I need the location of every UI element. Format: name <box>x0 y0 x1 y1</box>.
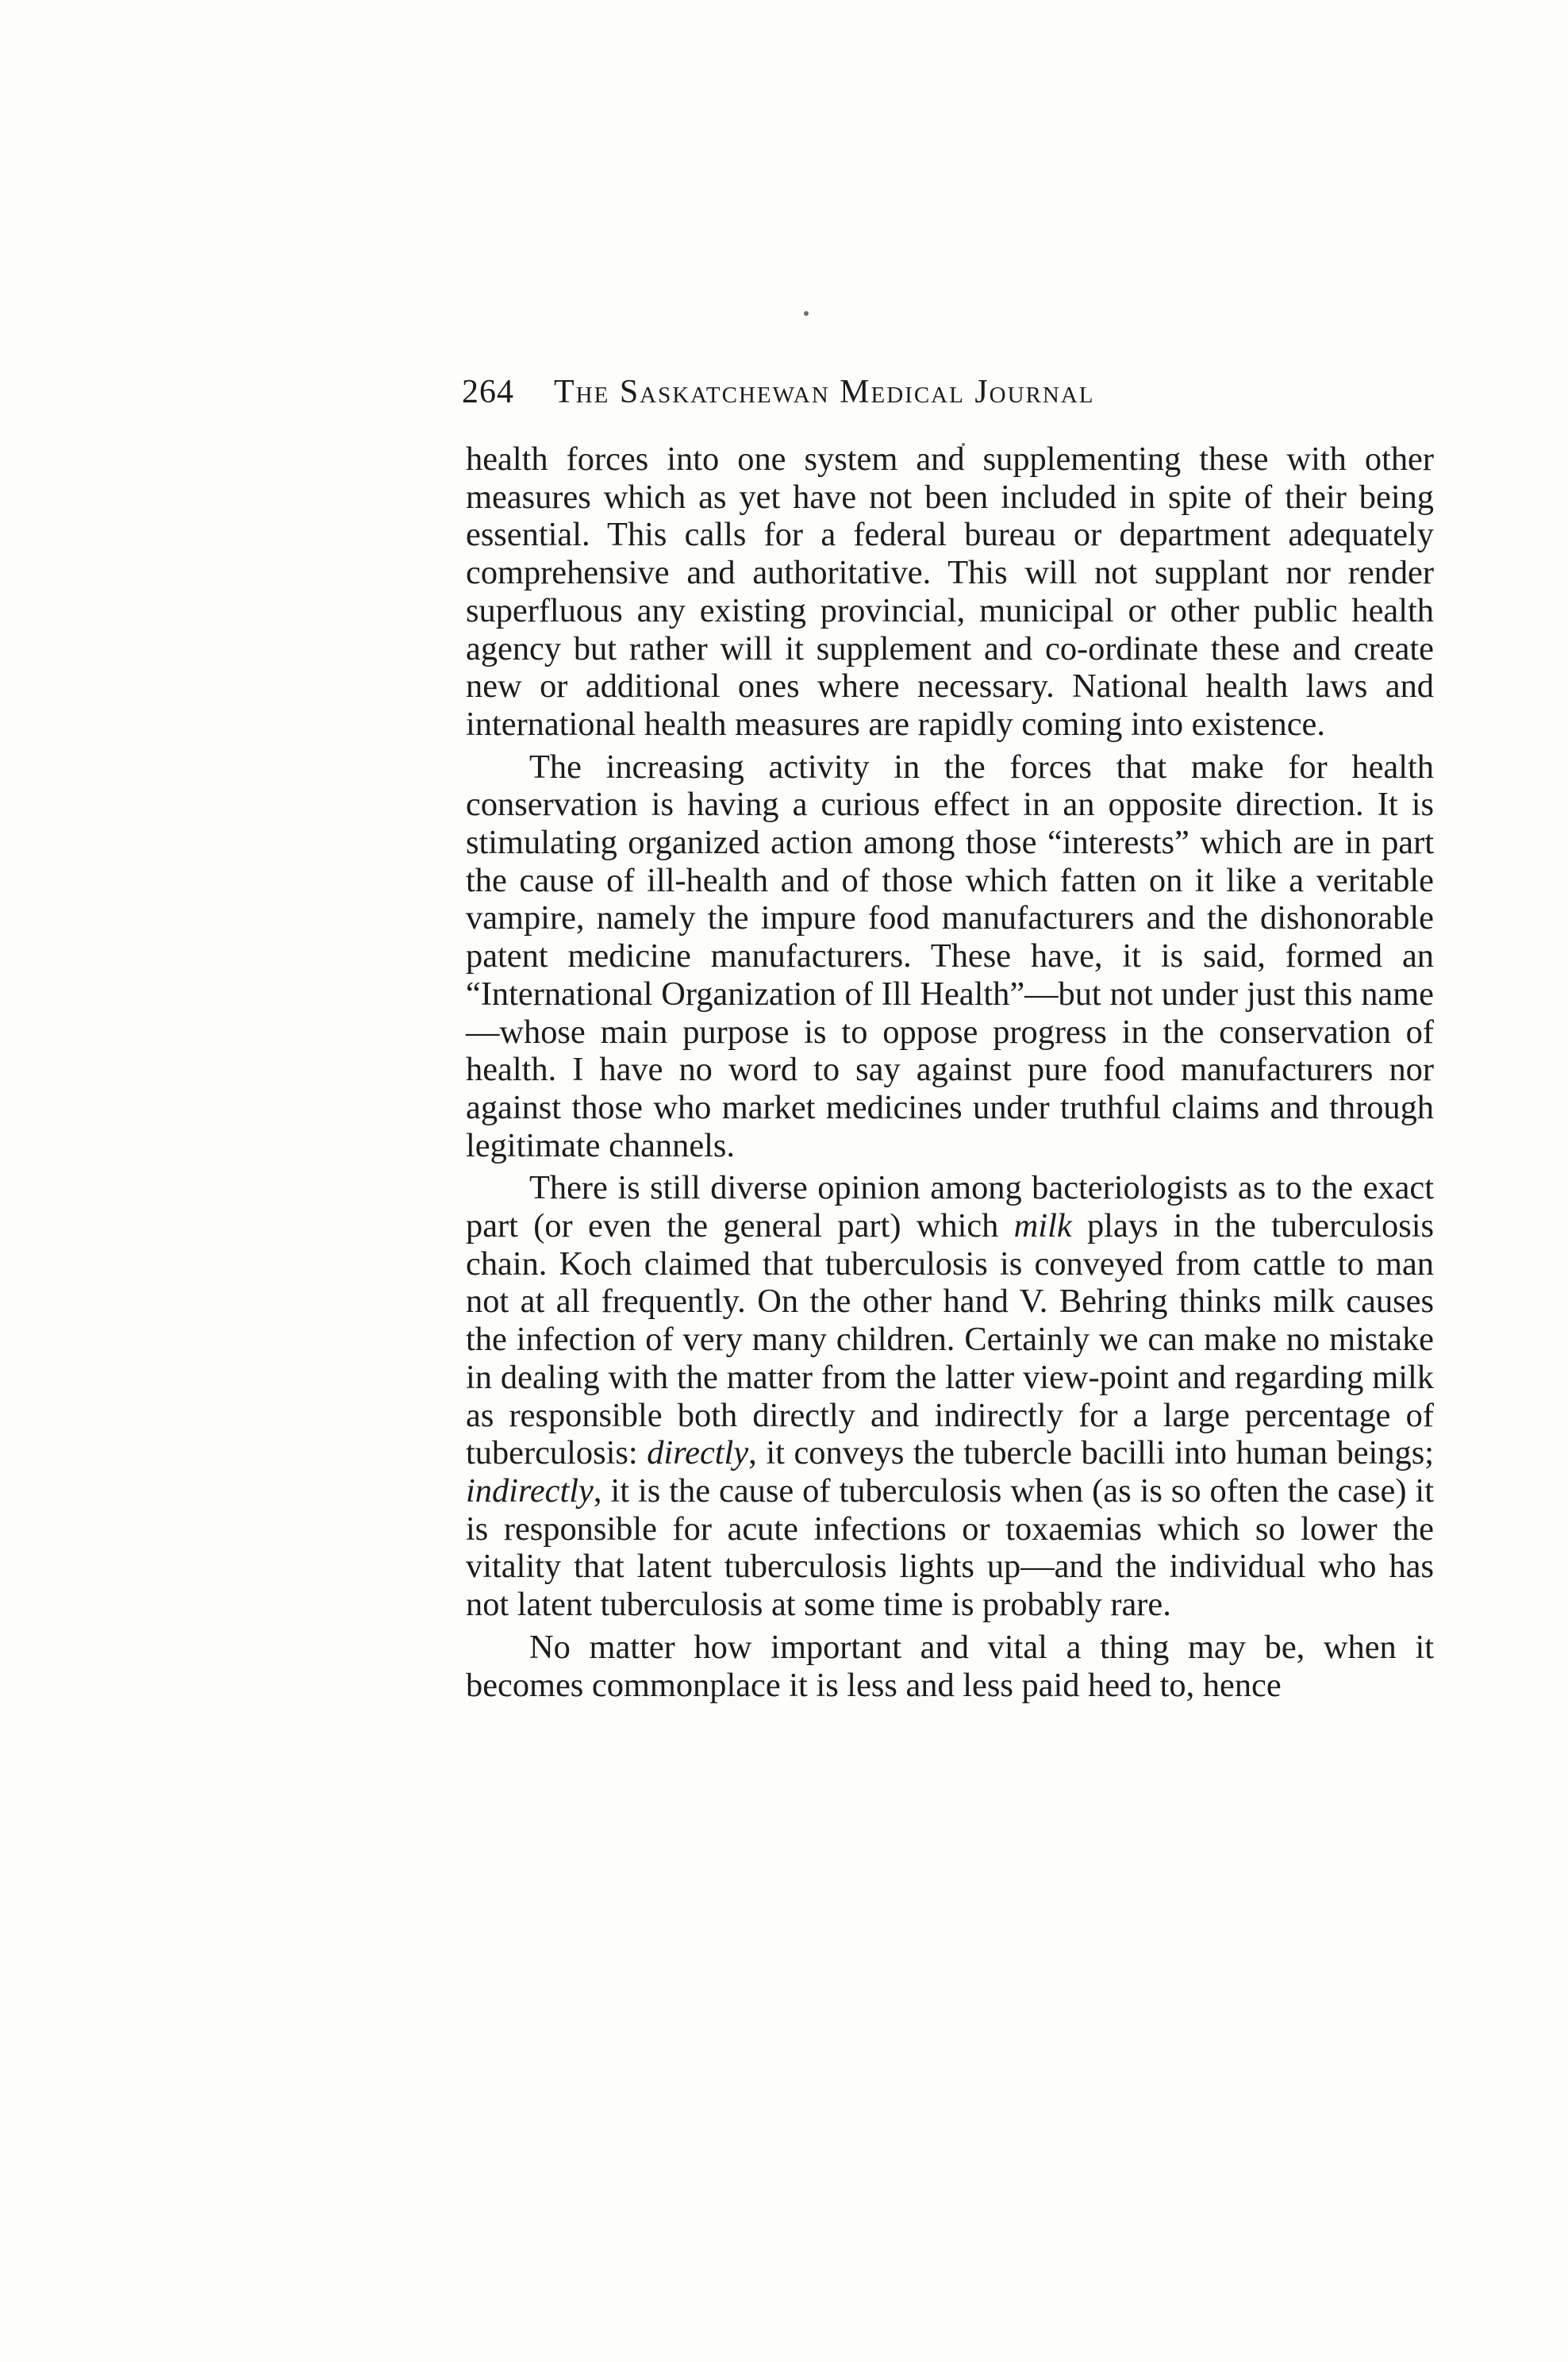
text-run: The increasing activity in the forces that make for health conservation is having a curious effect in an opposite direction. It is stimulating organized action among those “interests” which are in part the cause of ill-health and of those which fatten on it like a veritable vampire, namely the impure food manufacturers and the dishonorable patent medicine manufacturers. These have, it is said, formed an “International Organization of Ill Health”—but not under just this name—whose main purpose is to oppose progress in the conservation of health. I have no word to say against pure food manufacturers nor against those who market medicines under truthful claims and through legitimate channels. <box>466 748 1434 1164</box>
paragraph <box>466 1169 1434 1623</box>
text-run: No matter how important and vital a thing may be, when it becomes commonplace it is less and less paid heed to, hence <box>466 1628 1434 1704</box>
text-run: health forces into one system and supplementing these with other measures which as yet have not been included in spite of their being essential. This calls for a federal bureau or department adequately comprehensive and authoritative. This will not supplant nor render superfluous any existing provincial, municipal or other public health agency but rather will it supplement and co-ordinate these and create new or additional ones where necessary. National health laws and international health measures are rapidly coming into existence. <box>466 440 1434 743</box>
text-run: , it conveys the tubercle bacilli into human beings; <box>748 1434 1434 1472</box>
body-text <box>466 440 1434 1704</box>
text-run: , it is the cause of tuberculosis when (as is so often the case) it is responsible for acute infections or toxaemias which so lower the vitality that latent tuberculosis lights up—and the individual who has not latent tuberculosis at some time is probably rare. <box>466 1471 1434 1624</box>
text-run: There is still diverse opinion among bacteriologists as to the exact part (or even the general part) which <box>466 1169 1434 1245</box>
paragraph <box>466 1629 1434 1704</box>
running-title: The Saskatchewan Medical Journal <box>554 374 1095 410</box>
italic-text: indirectly <box>466 1471 594 1510</box>
text-run: plays in the tuberculosis chain. Koch claimed that tuberculosis is conveyed from cattle to man not at all frequently. On the other hand V. Behring thinks milk causes the infection of very many children. Certainly we can make no mistake in dealing with the matter from the latter view-point and regarding milk as responsible both directly and indirectly for a large percentage of tuberculosis: <box>466 1207 1434 1472</box>
italic-text: directly <box>647 1434 749 1472</box>
scan-speck <box>804 311 809 316</box>
paragraph <box>466 440 1434 744</box>
running-header <box>462 373 1287 421</box>
paragraph <box>466 748 1434 1165</box>
page-number: 264 <box>462 374 514 410</box>
italic-text: milk <box>1013 1207 1072 1245</box>
